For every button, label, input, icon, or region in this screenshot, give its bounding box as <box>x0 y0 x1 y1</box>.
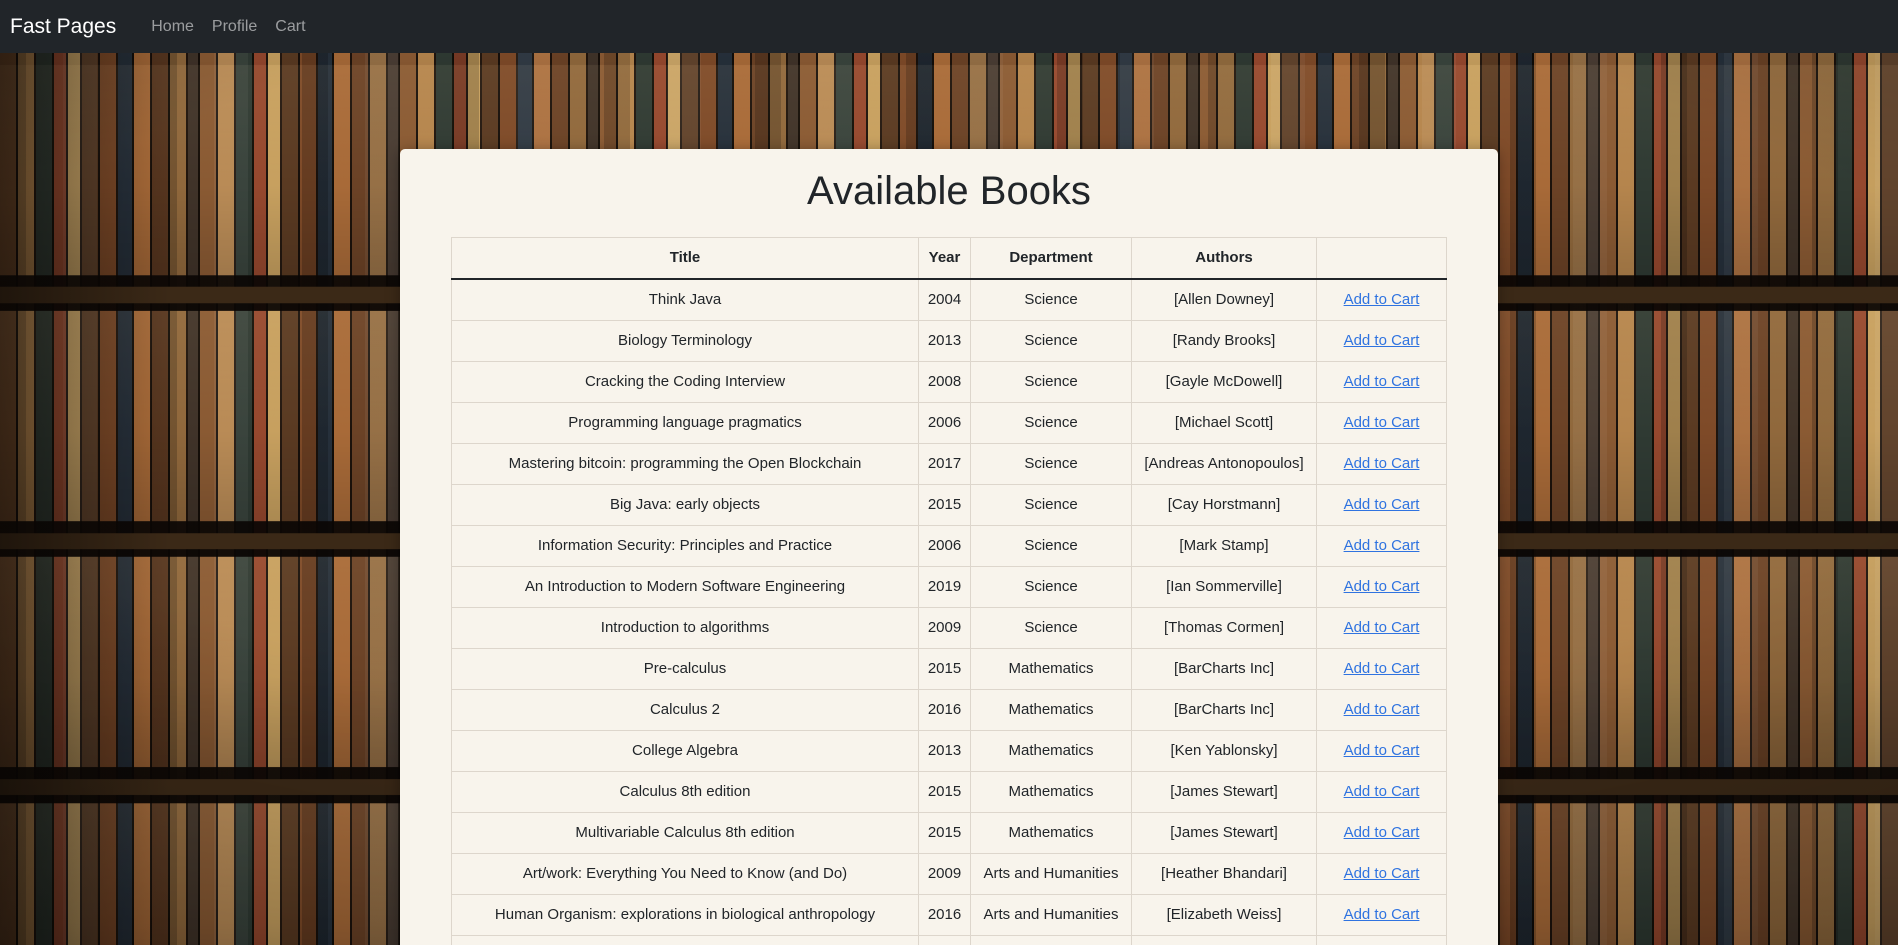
book-row <box>452 362 1447 403</box>
cell-book-department: Science <box>971 321 1132 362</box>
cell-book-title: Mastering bitcoin: programming the Open Blockchain <box>452 444 919 485</box>
cell-book-department: Science <box>971 485 1132 526</box>
cell-book-department: Mathematics <box>971 772 1132 813</box>
cell-book-year: 2004 <box>919 279 971 321</box>
cell-book-action <box>1317 813 1447 854</box>
header-year: Year <box>919 238 971 280</box>
book-row <box>452 321 1447 362</box>
add-to-cart-link[interactable]: Add to Cart <box>1343 660 1420 677</box>
cell-book-title: Information Security: Principles and Practice <box>452 526 919 567</box>
book-row <box>452 772 1447 813</box>
cell-book-year: 2016 <box>919 895 971 936</box>
cell-book-authors: [Andreas Antonopoulos] <box>1132 444 1317 485</box>
add-to-cart-link[interactable]: Add to Cart <box>1343 906 1420 923</box>
cell-book-authors: [Michael Scott] <box>1132 403 1317 444</box>
add-to-cart-link[interactable]: Add to Cart <box>1343 742 1420 759</box>
header-title: Title <box>452 238 919 280</box>
cell-book-year: 2009 <box>919 608 971 649</box>
cell-book-authors: [Elizabeth Weiss] <box>1132 895 1317 936</box>
cell-book-action <box>1317 321 1447 362</box>
cell-book-authors: [BarCharts Inc] <box>1132 649 1317 690</box>
cell-book-action <box>1317 362 1447 403</box>
cell-book-action <box>1317 485 1447 526</box>
add-to-cart-link[interactable]: Add to Cart <box>1343 619 1420 636</box>
cell-book-authors: [James Stewart] <box>1132 813 1317 854</box>
add-to-cart-link[interactable]: Add to Cart <box>1343 455 1420 472</box>
cell-book-title: Calculus 2 <box>452 690 919 731</box>
book-row <box>452 690 1447 731</box>
cell-book-department: Mathematics <box>971 649 1132 690</box>
cell-book-authors: [Allen Downey] <box>1132 279 1317 321</box>
book-row <box>452 279 1447 321</box>
cell-book-department: Science <box>971 526 1132 567</box>
cell-book-department: Arts and Humanities <box>971 895 1132 936</box>
top-navbar <box>0 0 1898 53</box>
header-department: Department <box>971 238 1132 280</box>
cell-book-department: Mathematics <box>971 731 1132 772</box>
books-table <box>451 237 1447 945</box>
cell-book-department: Science <box>971 362 1132 403</box>
cell-book-department: Arts and Humanities <box>971 854 1132 895</box>
add-to-cart-link[interactable]: Add to Cart <box>1343 332 1420 349</box>
cell-book-year: 2016 <box>919 690 971 731</box>
cell-book-authors: [Gayle McDowell] <box>1132 362 1317 403</box>
nav-item-profile[interactable]: Profile <box>211 17 258 35</box>
book-row <box>452 567 1447 608</box>
cell-book-action <box>1317 403 1447 444</box>
cell-book-action <box>1317 649 1447 690</box>
cell-book-department: Mathematics <box>971 690 1132 731</box>
cell-book-year: 2008 <box>919 362 971 403</box>
book-row <box>452 485 1447 526</box>
cell-book-title: An Introduction to Modern Software Engineering <box>452 567 919 608</box>
cell-book-title: Art/work: Everything You Need to Know (and Do) <box>452 854 919 895</box>
cell-book-action <box>1317 895 1447 936</box>
table-header-row <box>452 238 1447 280</box>
book-row <box>452 608 1447 649</box>
cell-book-department: Mathematics <box>971 813 1132 854</box>
cell-book-title: Think Java <box>452 279 919 321</box>
cell-book-action <box>1317 854 1447 895</box>
cell-book-title: College Algebra <box>452 731 919 772</box>
cell-book-title: Multivariable Calculus 8th edition <box>452 813 919 854</box>
header-authors: Authors <box>1132 238 1317 280</box>
cell-book-year: 2015 <box>919 485 971 526</box>
cell-book-year: 2013 <box>919 321 971 362</box>
partial-next-row <box>452 936 1447 945</box>
cell-book-authors: [Thomas Cormen] <box>1132 608 1317 649</box>
cell-book-department: Science <box>971 444 1132 485</box>
brand-link[interactable]: Fast Pages <box>10 14 117 38</box>
cell-book-department: Science <box>971 608 1132 649</box>
add-to-cart-link[interactable]: Add to Cart <box>1343 701 1420 718</box>
book-row <box>452 403 1447 444</box>
cell-book-year: 2006 <box>919 403 971 444</box>
cell-book-authors: [Ken Yablonsky] <box>1132 731 1317 772</box>
add-to-cart-link[interactable]: Add to Cart <box>1343 414 1420 431</box>
book-row <box>452 813 1447 854</box>
cell-book-title: Calculus 8th edition <box>452 772 919 813</box>
cell-book-title: Pre-calculus <box>452 649 919 690</box>
cell-book-department: Science <box>971 403 1132 444</box>
cell-book-year: 2019 <box>919 567 971 608</box>
cell-book-year: 2015 <box>919 813 971 854</box>
available-books-card <box>400 149 1498 945</box>
cell-book-authors: [BarCharts Inc] <box>1132 690 1317 731</box>
cell-book-authors: [Mark Stamp] <box>1132 526 1317 567</box>
cell-book-authors: [Ian Sommerville] <box>1132 567 1317 608</box>
cell-book-action <box>1317 444 1447 485</box>
cell-book-action <box>1317 772 1447 813</box>
cell-book-action <box>1317 690 1447 731</box>
header-action <box>1317 238 1447 280</box>
cell-book-authors: [James Stewart] <box>1132 772 1317 813</box>
cell-book-title: Human Organism: explorations in biological anthropology <box>452 895 919 936</box>
book-row <box>452 649 1447 690</box>
cell-book-action <box>1317 567 1447 608</box>
cell-book-title: Introduction to algorithms <box>452 608 919 649</box>
book-row <box>452 731 1447 772</box>
cell-book-action <box>1317 279 1447 321</box>
add-to-cart-link[interactable]: Add to Cart <box>1343 537 1420 554</box>
cell-book-action <box>1317 608 1447 649</box>
cell-book-year: 2015 <box>919 649 971 690</box>
book-row <box>452 854 1447 895</box>
cell-book-year: 2009 <box>919 854 971 895</box>
cell-book-title: Cracking the Coding Interview <box>452 362 919 403</box>
cell-book-year: 2017 <box>919 444 971 485</box>
cell-book-year: 2015 <box>919 772 971 813</box>
cell-book-department: Science <box>971 279 1132 321</box>
nav-item-cart[interactable]: Cart <box>275 17 306 35</box>
cell-book-title: Biology Terminology <box>452 321 919 362</box>
cell-book-action <box>1317 731 1447 772</box>
add-to-cart-link[interactable]: Add to Cart <box>1343 865 1420 882</box>
add-to-cart-link[interactable]: Add to Cart <box>1343 824 1420 841</box>
cell-book-title: Big Java: early objects <box>452 485 919 526</box>
book-row <box>452 895 1447 936</box>
cell-book-action <box>1317 526 1447 567</box>
add-to-cart-link[interactable]: Add to Cart <box>1343 373 1420 390</box>
nav-item-home[interactable]: Home <box>151 17 194 35</box>
book-row <box>452 444 1447 485</box>
add-to-cart-link[interactable]: Add to Cart <box>1343 496 1420 513</box>
cell-book-authors: [Cay Horstmann] <box>1132 485 1317 526</box>
cell-book-year: 2013 <box>919 731 971 772</box>
cell-book-department: Science <box>971 567 1132 608</box>
add-to-cart-link[interactable]: Add to Cart <box>1343 291 1420 308</box>
cell-book-year: 2006 <box>919 526 971 567</box>
add-to-cart-link[interactable]: Add to Cart <box>1343 578 1420 595</box>
book-row <box>452 526 1447 567</box>
page-title: Available Books <box>807 169 1091 213</box>
cell-book-title: Programming language pragmatics <box>452 403 919 444</box>
cell-book-authors: [Heather Bhandari] <box>1132 854 1317 895</box>
cell-book-authors: [Randy Brooks] <box>1132 321 1317 362</box>
add-to-cart-link[interactable]: Add to Cart <box>1343 783 1420 800</box>
